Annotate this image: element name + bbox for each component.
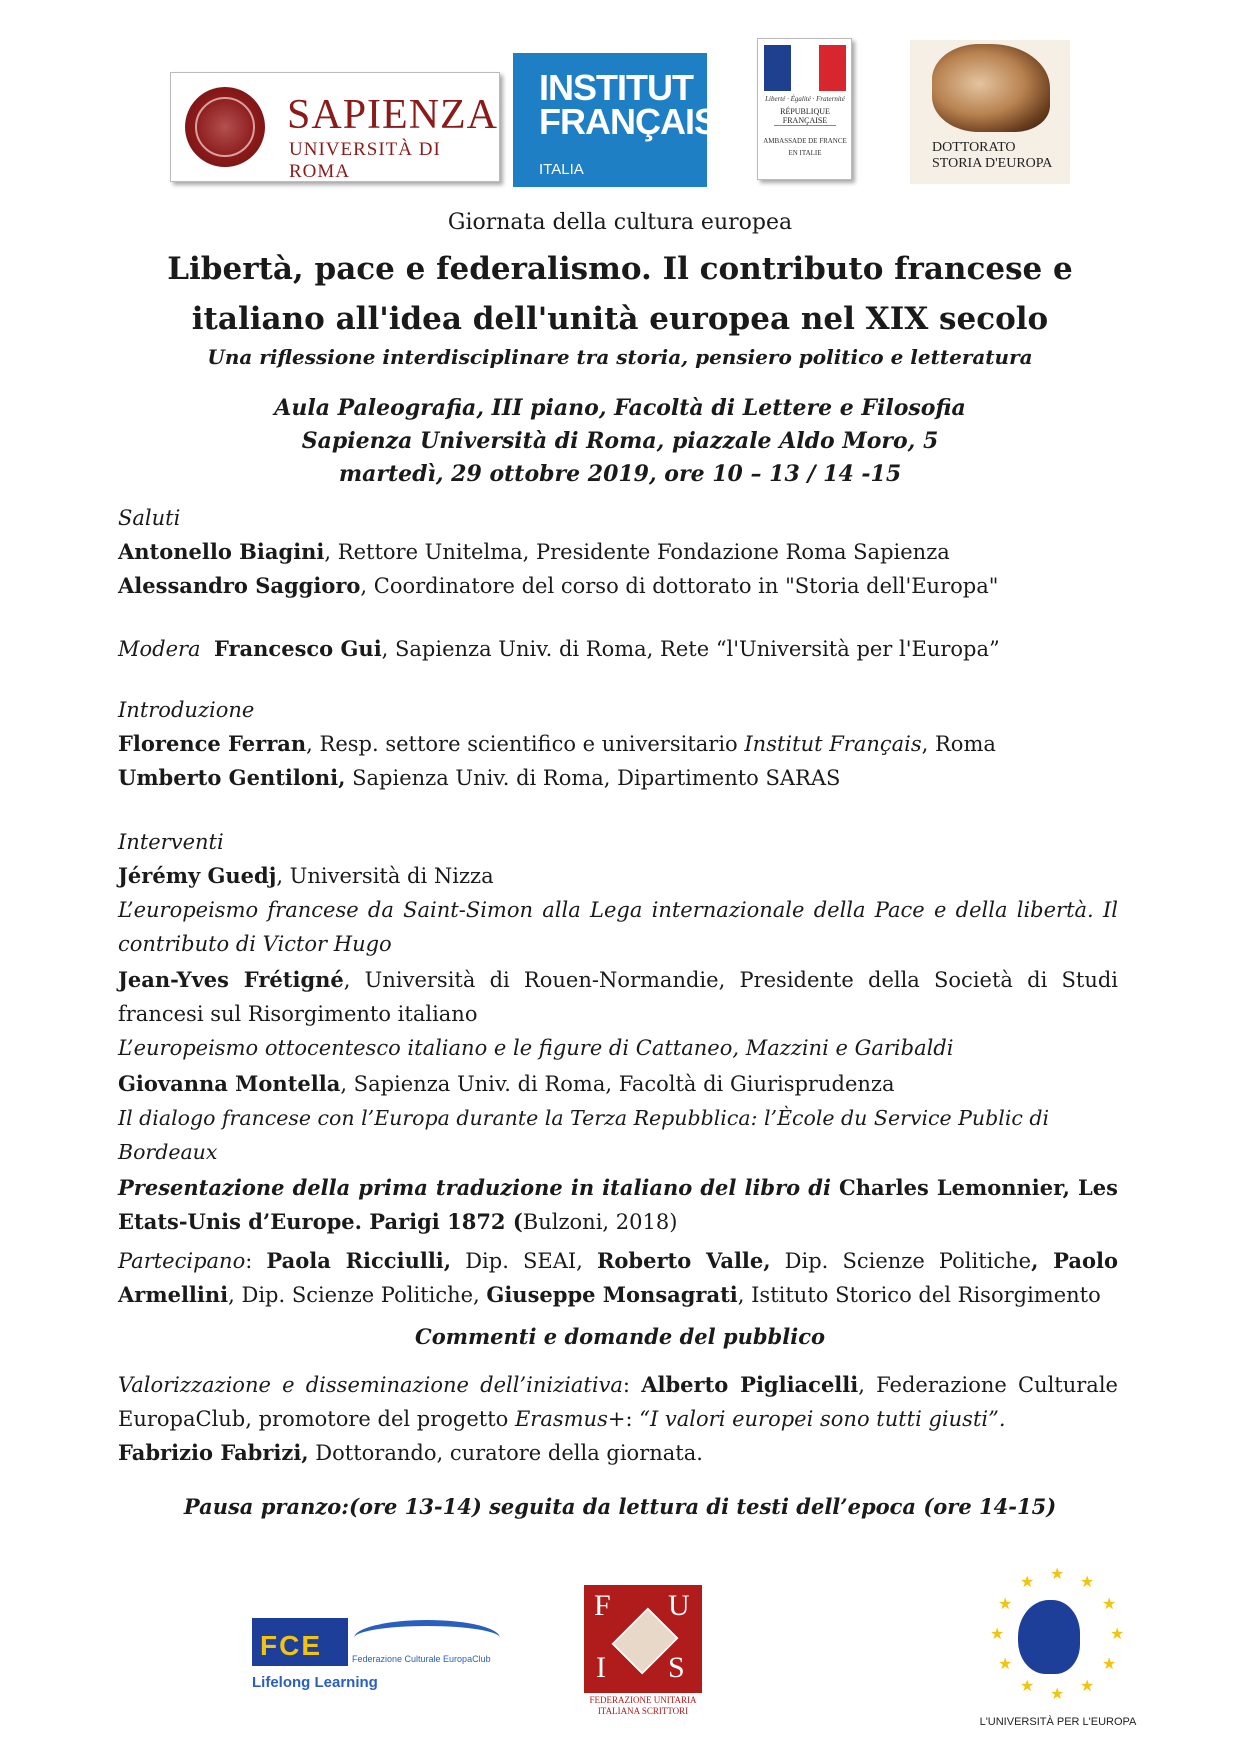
participant-name: Giuseppe Monsagrati [486,1282,738,1307]
eu-stars-icon: ★ ★ ★ ★ ★ ★ ★ ★ ★ ★ ★ ★ [990,1564,1125,1703]
ambassade-line1: AMBASSADE DE FRANCE [763,137,847,145]
marianne-motto: Liberté · Égalité · Fraternité [765,95,845,103]
event-subtitle: Una riflessione interdisciplinare tra storia, pensiero politico e letteratura [207,345,1033,369]
fce-letters: FCE [260,1630,322,1661]
participant-role: , Dip. Scienze Politiche, [228,1283,487,1307]
french-flag-icon [764,45,846,91]
sapienza-subtitle: UNIVERSITÀ DI ROMA [289,139,441,182]
speaker-name: Florence Ferran [118,731,307,756]
partecipano-section [118,1244,1118,1312]
participant-name: , Paolo Armellini [118,1248,1118,1307]
institut-line1: INSTITUT [539,67,693,108]
dottorato-text [932,140,1052,172]
sapienza-name: SAPIENZA [287,92,499,138]
speaker-role: Sapienza Univ. di Roma, Dipartimento SARAS [345,766,841,790]
fce-swoosh-icon [354,1620,500,1656]
minerva-head-icon [1018,1600,1080,1674]
fuis-caption [584,1695,702,1717]
intervento-1-title: L’europeismo francese da Saint-Simon alla Lega internazionale della Pace e della libertà. Il contributo di Victor Hugo [118,898,1118,956]
curator-line [118,1436,1118,1470]
interventi-label: Interventi [118,830,224,854]
valorizzazione-label: Valorizzazione e disseminazione dell’iniziativa [118,1373,623,1397]
erasmus-label: Erasmus+ [514,1407,626,1431]
saluti-section [118,501,1118,603]
marianne-divider [774,125,836,126]
fuis-caption-line1: FEDERAZIONE UNITARIA [589,1695,697,1705]
speaker-name: Giovanna Montella [118,1071,341,1096]
project-quote: “I valori europei sono tutti giusti”. [639,1407,1006,1431]
institut-francais-logo [513,53,717,187]
universita-caption: L'UNIVERSITÀ PER L'EUROPA [979,1716,1137,1728]
speaker-name: Alessandro Saggioro [118,573,361,598]
dottorato-painting-icon [932,44,1050,132]
fuis-logo [584,1585,702,1725]
institution-name: Institut Français [744,732,922,756]
fuis-caption-line2: ITALIANA SCRITTORI [597,1706,689,1716]
valorizzazione-text [118,1368,1118,1436]
participant-name: Paola Ricciulli, [266,1248,452,1273]
speaker-name: Jérémy Guedj [118,863,277,888]
book-title: Charles Lemonnier, Les Etats-Unis d’Europe. Parigi 1872 ( [118,1175,1118,1234]
fce-box [252,1618,348,1666]
institut-line3: ITALIA [539,161,584,178]
title-line2: italiano all'idea dell'unità europea nel XIX secolo [191,301,1049,337]
intro-speaker-2 [118,761,1118,795]
marianne-republic: RÉPUBLIQUE FRANÇAISE [780,107,830,125]
participant-role: Dip. SEAI, [451,1249,597,1273]
presentazione-text [118,1171,1118,1239]
saluti-speaker-1 [118,535,1118,569]
event-title [0,244,1240,344]
ambassade-line2: EN ITALIE [788,149,822,157]
curator-name: Fabrizio Fabrizi, [118,1440,309,1465]
pausa-line: Pausa pranzo:(ore 13-14) seguita da lettura di testi dell’epoca (ore 14-15) [183,1494,1057,1519]
institut-line2: FRANÇAIS [539,101,717,142]
address: Sapienza Università di Roma, piazzale Aldo Moro, 5 [301,428,939,454]
partecipano-text [118,1244,1118,1312]
pretitle: Giornata della cultura europea [447,210,793,235]
separator: : [245,1249,267,1273]
participant-role: , Istituto Storico del Risorgimento [737,1283,1101,1307]
sapienza-logo [170,72,500,182]
separator: : [622,1373,642,1397]
venue: Aula Paleografia, III piano, Facoltà di Lettere e Filosofia [274,395,966,421]
valorizzazione-section [118,1368,1118,1470]
dottorato-line1: DOTTORATO [932,140,1016,155]
sapienza-seal-icon [185,87,265,167]
fce-lifelong: Lifelong Learning [252,1674,378,1691]
book-publisher: Bulzoni, 2018) [522,1210,678,1234]
fce-logo [252,1612,502,1704]
saluti-label: Saluti [118,506,181,530]
intervento-3-speaker [118,1067,1118,1101]
promoter-name: Alberto Pigliacelli [641,1372,859,1397]
intervento-3-title: Il dialogo francese con l’Europa durante la Terza Repubblica: l’Ècole du Service Public di Bordeaux [118,1106,1050,1164]
partecipano-label: Partecipano [118,1249,246,1273]
speaker-role: , Università di Rouen-Normandie, Presidente della Società di Studi francesi sul Risorgimento italiano [118,968,1119,1026]
speaker-role: , Resp. settore scientifico e universitario [306,732,745,756]
saluti-speaker-2 [118,569,1118,603]
speaker-role: , Sapienza Univ. di Roma, Rete “l'Università per l'Europa” [381,637,1000,661]
intervento-1-speaker [118,859,1118,893]
introduzione-label: Introduzione [118,698,255,722]
promoter-role: , Federazione Culturale EuropaClub, promotore del progetto [118,1373,1118,1431]
intervento-2-speaker [118,963,1118,1031]
participant-name: Roberto Valle, [596,1248,771,1273]
intervento-2-title: L’europeismo ottocentesco italiano e le figure di Cattaneo, Mazzini e Garibaldi [118,1036,954,1060]
speaker-name: Jean-Yves Frétigné [118,967,344,992]
commenti-line: Commenti e domande del pubblico [415,1324,825,1349]
speaker-name: Francesco Gui [213,636,382,661]
date: martedì, 29 ottobre 2019, ore 10 – 13 / 14 -15 [338,461,902,487]
participant-role: Dip. Scienze Politiche [770,1249,1032,1273]
separator: : [625,1407,640,1431]
curator-role: Dottorando, curatore della giornata. [308,1441,703,1465]
title-line1: Libertà, pace e federalismo. Il contributo francese e [167,251,1073,287]
dottorato-logo [910,40,1070,184]
event-info [0,392,1240,491]
speaker-role: , Rettore Unitelma, Presidente Fondazione Roma Sapienza [324,540,950,564]
speaker-role-city: , Roma [921,732,996,756]
modera-section [118,632,1118,666]
modera-label: Modera [118,637,201,661]
speaker-name: Antonello Biagini [118,539,325,564]
ambassade-france-logo [757,38,852,180]
universita-per-europa-logo [978,1564,1138,1742]
modera-line [118,632,1118,666]
interventi-section [118,825,1118,1169]
marianne-ambassade [762,135,848,159]
dottorato-line2: STORIA D'EUROPA [932,156,1053,171]
presentazione-section [118,1171,1118,1239]
speaker-role: , Università di Nizza [276,864,494,888]
introduzione-section [118,693,1118,795]
presentazione-label: Presentazione della prima traduzione in italiano del libro di [118,1175,831,1200]
fuis-emblem-icon: F U I S [584,1585,702,1693]
fce-federazione: Federazione Culturale EuropaClub [352,1654,491,1664]
speaker-name: Umberto Gentiloni, [118,765,346,790]
intro-speaker-1 [118,727,1118,761]
speaker-role: , Sapienza Univ. di Roma, Facoltà di Giurisprudenza [340,1072,895,1096]
speaker-role: , Coordinatore del corso di dottorato in "Storia dell'Europa" [360,574,999,598]
